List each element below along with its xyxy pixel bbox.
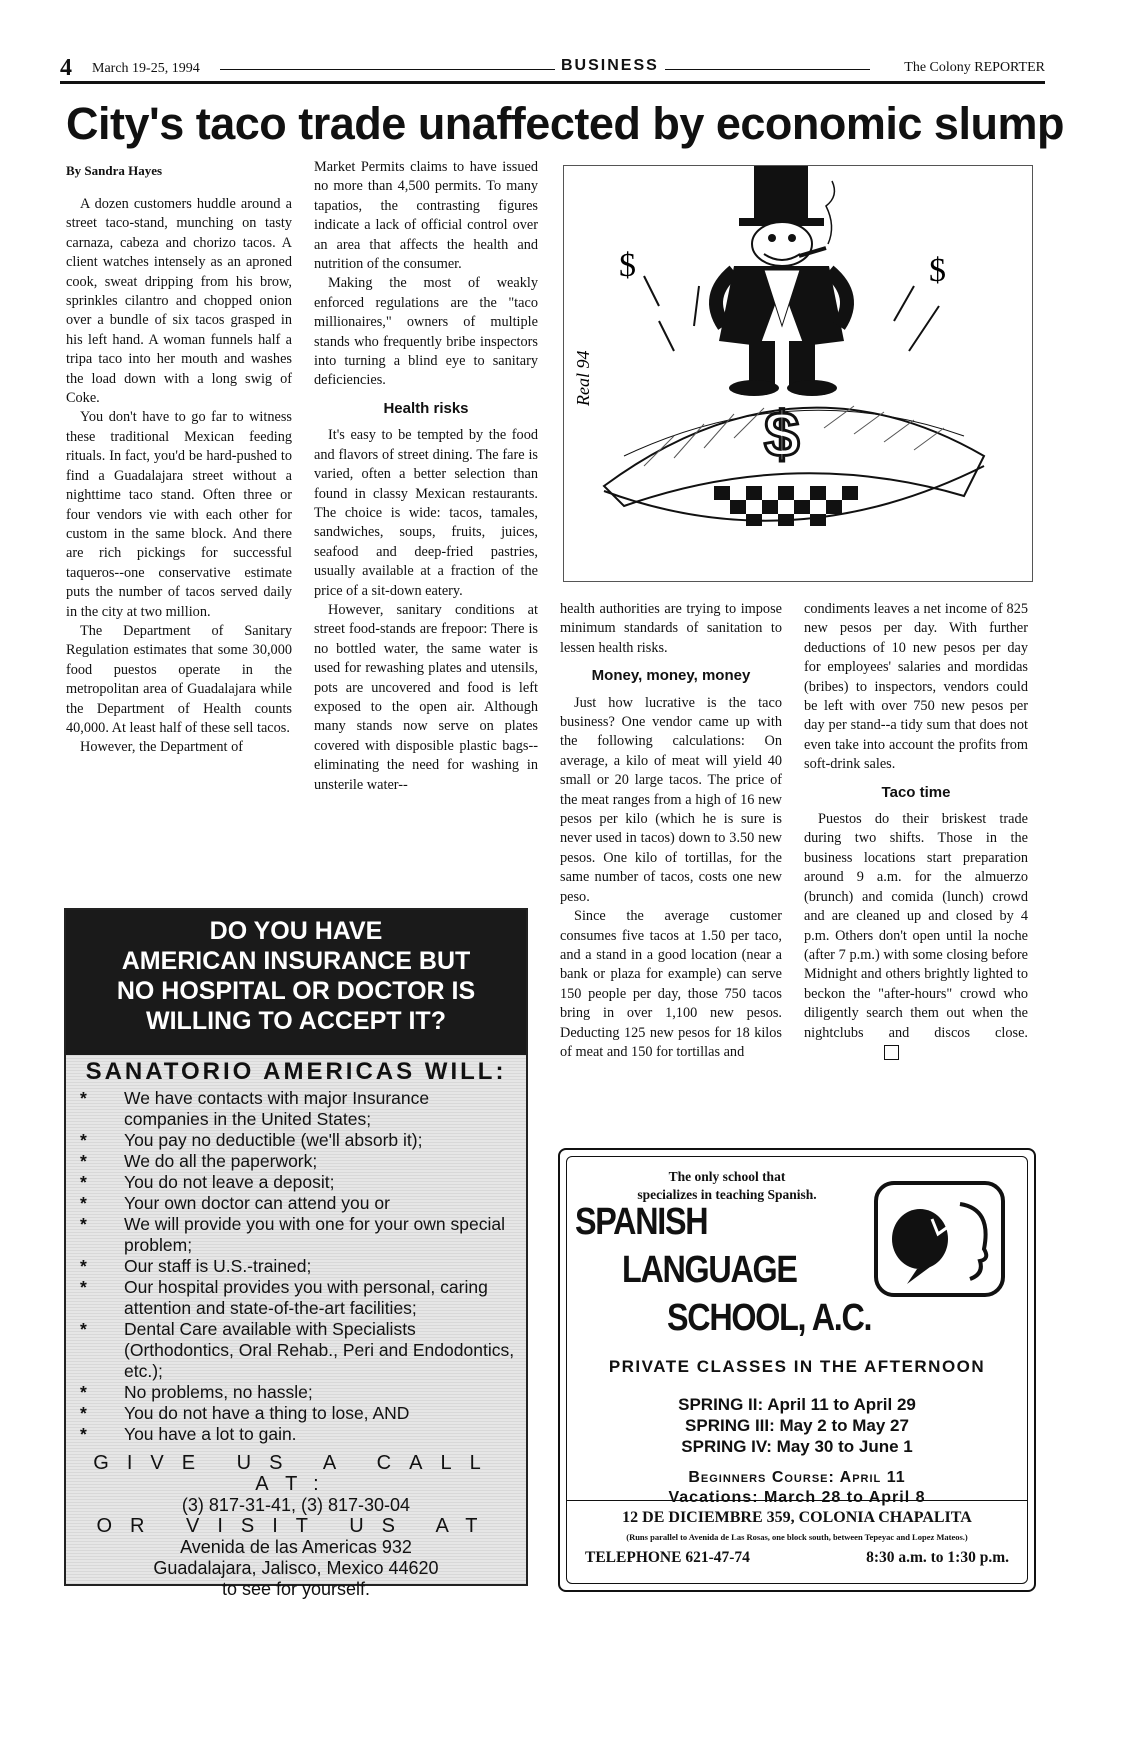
ad-inner-frame xyxy=(566,1156,1028,1584)
school-name-2: LANGUAGE xyxy=(622,1249,797,1291)
paragraph: condiments leaves a net income of 825 new pesos per day. With further deductions of 10 new pesos per day for employees' salaries and mordidas (bribes) to inspectors, vendors could be left with over 750 new pesos per day per stand--a tidy sum that does not even take into account the profits from soft-drink sales. xyxy=(804,601,1028,773)
private-classes: PRIVATE CLASSES IN THE AFTERNOON xyxy=(608,1357,986,1376)
header-rule xyxy=(220,69,870,70)
beginners-course: Beginners Course: April 11 xyxy=(688,1469,906,1486)
paragraph xyxy=(804,810,1028,1062)
paragraph: However, the Department of xyxy=(80,739,243,756)
ad-contact xyxy=(66,1453,526,1600)
list-item: * Our staff is U.S.-trained; xyxy=(80,1256,516,1277)
list-item: * You do not leave a deposit; xyxy=(80,1172,516,1193)
subhead-taco-time: Taco time xyxy=(881,783,951,801)
paragraph: Since the average customer consumes five tacos at 1.50 per taco, and a stand in a good location (near a bank or plaza for example) can serve 150 people per day, those 750 tacos bring in over 1,100 new pesos. Deducting 125 new pesos for 18 kilos of meat and 150 for tortillas and xyxy=(560,908,782,1060)
dollar-sign-left: $ xyxy=(619,247,636,284)
paragraph-text: Puestos do their briskest trade during two shifts. Those in the business locations start preparation around 9 a.m. for the almuerzo (brunch) and comida (lunch) crowd and are cleaned up and closed by 4 p.m. Others don't open until la noche (after 7 p.m.) with some closing before Midnight and others brightly lighted to beckon the "after-hours" crowd who diligently search them out when the nightclubs and discos close. xyxy=(804,811,1028,1041)
article-column-4 xyxy=(804,600,1028,1062)
editorial-cartoon xyxy=(563,165,1033,582)
cartoon-signature: Real 94 xyxy=(573,350,593,406)
list-item: * You do not have a thing to lose, AND xyxy=(80,1403,516,1424)
school-hours: 8:30 a.m. to 1:30 p.m. xyxy=(866,1549,1009,1566)
article-byline: By Sandra Hayes xyxy=(66,163,163,178)
school-name-3: SCHOOL, A.C. xyxy=(667,1297,872,1339)
ad-body xyxy=(66,1055,526,1600)
section-name: BUSINESS xyxy=(555,57,665,75)
article-column-2 xyxy=(314,158,538,795)
spring-4-dates: SPRING IV: May 30 to June 1 xyxy=(681,1437,913,1456)
paragraph: You don't have to go far to witness these traditional Mexican feeding rituals. In fact, you'd be hard-pushed to find a Guadalajara street without a nighttime taco stand. Often three or four vendors vie with each other for custom in the same block. And there are rich pickings for successful taqueros--one conservative estimate puts the number of tacos served daily in the city at two million. xyxy=(66,409,292,620)
list-item: * Dental Care available with Specialists (Orthodontics, Oral Rehab., Peri and Endodontics, etc.); xyxy=(80,1319,516,1382)
paragraph: It's easy to be tempted by the food and flavors of street dining. The fare is varied, often a better selection than found in classy Mexican restaurants. The choice is wide: tacos, tamales, sandwiches, soups, fruits, juices, seafood and deep-fried pastries, usually available at a fraction of the price of a sit-down eatery. xyxy=(314,427,538,599)
article-column-3 xyxy=(560,600,782,1062)
school-tagline-1: The only school that xyxy=(668,1169,786,1184)
dollar-sign-right: $ xyxy=(929,252,946,289)
subhead-money: Money, money, money xyxy=(591,667,751,685)
spring-3-dates: SPRING III: May 2 to May 27 xyxy=(685,1416,909,1435)
paragraph: However, sanitary conditions at street food-stands are frepoor: There is no bottled water, the same water is used for rewashing plates and utensils, pots are uncovered and food is left exposed to the open air. Although many stands now serve on plates covered with disposible plastic bags--eliminating the need for washing in unsterile water-- xyxy=(314,601,538,793)
school-name-1: SPANISH xyxy=(575,1201,708,1243)
ad-headline-line: DO YOU HAVE xyxy=(209,917,383,945)
list-item: * You pay no deductible (we'll absorb it); xyxy=(80,1130,516,1151)
vacations: Vacations: March 28 to April 8 xyxy=(668,1489,926,1506)
ad-benefits-list xyxy=(66,1088,526,1445)
list-item: * We will provide you with one for your own special problem; xyxy=(80,1214,516,1256)
paragraph: A dozen customers huddle around a street taco-stand, munching on tasty carnaza, cabeza and chorizo tacos. A client watches intensely as an aproned cook, sweat dripping from his brow, sprinkles cilantro and chopped onion over a bundle of six tacos grasped in his left hand. A woman funnels half a tripa taco into her mouth and washes the load down with a long swig of Coke. xyxy=(66,196,292,407)
list-item: * We have contacts with major Insurance companies in the United States; xyxy=(80,1088,516,1130)
article-headline: City's taco trade unaffected by economic slump xyxy=(66,98,1064,149)
school-address: 12 DE DICIEMBRE 359, COLONIA CHAPALITA xyxy=(622,1509,972,1526)
ad-phones: (3) 817-31-41, (3) 817-30-04 xyxy=(181,1495,411,1515)
issue-date: March 19-25, 1994 xyxy=(92,61,200,76)
list-item: * Your own doctor can attend you or xyxy=(80,1193,516,1214)
page-header xyxy=(60,55,1045,85)
school-telephone: TELEPHONE 621-47-74 xyxy=(585,1549,750,1566)
ad-address-line2: Guadalajara, Jalisco, Mexico 44620 xyxy=(153,1558,439,1578)
ad-closing: to see for yourself. xyxy=(221,1579,371,1599)
paragraph: health authorities are trying to impose minimum standards of sanitation to lessen health risks. xyxy=(560,601,782,656)
ad-address-line1: Avenida de las Americas 932 xyxy=(180,1537,412,1557)
ad-will-heading: SANATORIO AMERICAS WILL: xyxy=(85,1058,507,1085)
publication-name: The Colony REPORTER xyxy=(898,60,1045,76)
school-directions: (Runs parallel to Avenida de Las Rosas, one block south, between Tepeyac and Lopez Mateos.) xyxy=(626,1532,968,1542)
ad-headline xyxy=(66,910,526,1055)
taco-dollar-sign: $ xyxy=(764,398,800,470)
list-item: * Our hospital provides you with personal, caring attention and state-of-the-art facilities; xyxy=(80,1277,516,1319)
end-of-story-mark xyxy=(884,1045,899,1060)
ad-visit-line: OR VISIT US AT xyxy=(96,1515,496,1537)
list-item: * You have a lot to gain. xyxy=(80,1424,516,1445)
paragraph: Just how lucrative is the taco business? One vendor came up with the following calculations: On average, a kilo of meat will yield 40 small or 20 large tacos. The price of the meat ranges from a high of 16 new pesos per kilo (which he is sure is never used in tacos) down to 3.50 new pesos. One kilo of tortillas, for the same number of tacos, costs one new peso. xyxy=(560,694,782,905)
list-item: * No problems, no hassle; xyxy=(80,1382,516,1403)
school-contact-box xyxy=(567,1500,1027,1583)
sanatorio-americas-ad xyxy=(64,908,528,1599)
list-item: * We do all the paperwork; xyxy=(80,1151,516,1172)
taco-millionaire-illustration xyxy=(564,166,1032,581)
page-number: 4 xyxy=(60,55,72,81)
paragraph: Market Permits claims to have issued no more than 4,500 permits. To many tapatios, the contrasting figures indicate a lack of official control over an area that affects the health and nutrition of the consumer. xyxy=(314,159,538,273)
ad-headline-line: WILLING TO ACCEPT IT? xyxy=(146,1007,446,1035)
article-column-1 xyxy=(66,195,292,758)
subhead-health-risks: Health risks xyxy=(383,399,469,417)
spanish-school-ad xyxy=(558,1148,1036,1592)
paragraph: The Department of Sanitary Regulation estimates that some 30,000 food puestos operate in the metropolitan area of Guadalajara while the Department of Health counts 40,000. At least half of these sell tacos. xyxy=(66,622,292,736)
school-tagline-2: specializes in teaching Spanish. xyxy=(637,1187,817,1202)
paragraph: Making the most of weakly enforced regulations are the "taco millionaires," owners of multiple stands who frequently bribe inspectors into turning a blind eye to sanitary deficiencies. xyxy=(314,275,538,389)
speaking-head-logo-icon xyxy=(872,1179,1007,1299)
header-rule-thick xyxy=(60,81,1045,84)
ad-call-line: GIVE US A CALL AT: xyxy=(93,1452,499,1495)
ad-headline-line: AMERICAN INSURANCE BUT xyxy=(121,947,471,975)
ad-headline-line: NO HOSPITAL OR DOCTOR IS xyxy=(116,977,476,1005)
spring-2-dates: SPRING II: April 11 to April 29 xyxy=(678,1395,916,1414)
